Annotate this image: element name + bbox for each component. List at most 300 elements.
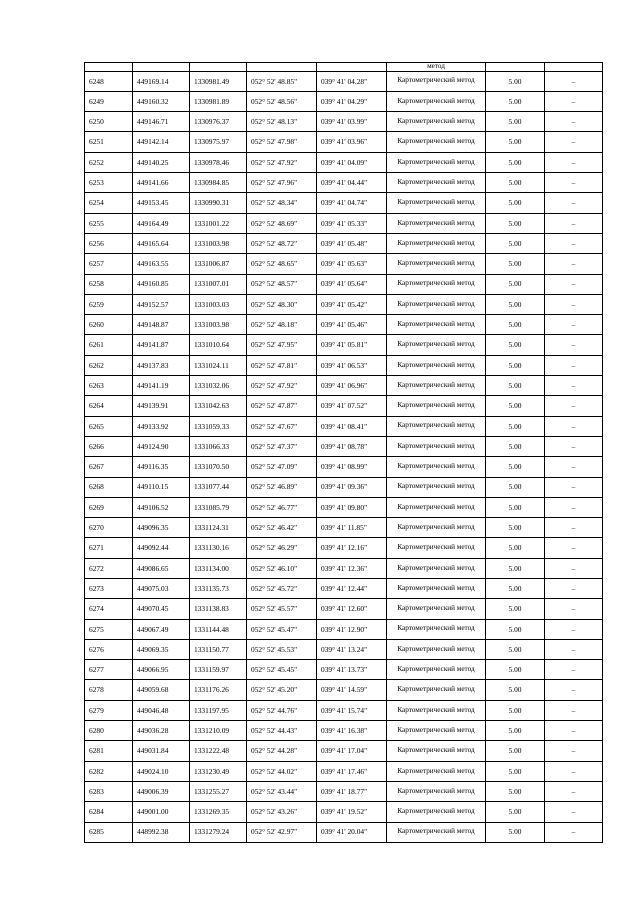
cell-latitude: 052° 52' 46.29" [247, 538, 317, 558]
cell-longitude: 039° 41' 04.74" [317, 193, 387, 213]
cell-point-number: 6278 [85, 680, 133, 700]
cell-longitude: 039° 41' 08.99" [317, 457, 387, 477]
cell-latitude: 052° 52' 48.85" [247, 71, 317, 91]
cell-latitude: 052° 52' 48.69" [247, 213, 317, 233]
cell-accuracy: 5.00 [486, 497, 545, 517]
cell-empty [190, 63, 247, 72]
cell-y-coordinate: 1331007.01 [190, 274, 247, 294]
cell-point-number: 6269 [85, 497, 133, 517]
cell-accuracy: 5.00 [486, 376, 545, 396]
cell-latitude: 052° 52' 47.98" [247, 132, 317, 152]
cell-y-coordinate: 1331144.48 [190, 619, 247, 639]
cell-x-coordinate: 448992.38 [133, 822, 190, 842]
cell-y-coordinate: 1331159.97 [190, 660, 247, 680]
cell-longitude: 039° 41' 20.04" [317, 822, 387, 842]
cell-accuracy: 5.00 [486, 518, 545, 538]
cell-point-number: 6275 [85, 619, 133, 639]
cell-longitude: 039° 41' 05.64" [317, 274, 387, 294]
cell-accuracy: 5.00 [486, 761, 545, 781]
cell-accuracy: 5.00 [486, 477, 545, 497]
cell-method: Картометрический метод [387, 660, 486, 680]
cell-accuracy: 5.00 [486, 213, 545, 233]
table-row [85, 416, 603, 436]
cell-x-coordinate: 449169.14 [133, 71, 190, 91]
cell-accuracy: 5.00 [486, 254, 545, 274]
cell-accuracy: 5.00 [486, 660, 545, 680]
cell-note: – [545, 761, 603, 781]
cell-point-number: 6268 [85, 477, 133, 497]
table-row [85, 477, 603, 497]
cell-note: – [545, 173, 603, 193]
cell-x-coordinate: 449086.65 [133, 558, 190, 578]
cell-method: Картометрический метод [387, 71, 486, 91]
cell-longitude: 039° 41' 19.52" [317, 802, 387, 822]
cell-accuracy: 5.00 [486, 558, 545, 578]
cell-y-coordinate: 1330976.37 [190, 112, 247, 132]
cell-y-coordinate: 1330978.46 [190, 152, 247, 172]
cell-y-coordinate: 1331066.33 [190, 436, 247, 456]
cell-latitude: 052° 52' 48.57" [247, 274, 317, 294]
cell-method: Картометрический метод [387, 416, 486, 436]
cell-y-coordinate: 1330984.85 [190, 173, 247, 193]
cell-latitude: 052° 52' 46.89" [247, 477, 317, 497]
cell-note: – [545, 315, 603, 335]
cell-point-number: 6267 [85, 457, 133, 477]
cell-y-coordinate: 1331279.24 [190, 822, 247, 842]
cell-accuracy: 5.00 [486, 91, 545, 111]
table-row [85, 660, 603, 680]
cell-latitude: 052° 52' 48.56" [247, 91, 317, 111]
cell-longitude: 039° 41' 11.85" [317, 518, 387, 538]
cell-point-number: 6283 [85, 781, 133, 801]
cell-note: – [545, 599, 603, 619]
cell-latitude: 052° 52' 48.30" [247, 294, 317, 314]
cell-x-coordinate: 449106.52 [133, 497, 190, 517]
table-row [85, 355, 603, 375]
cell-x-coordinate: 449046.48 [133, 700, 190, 720]
table-row [85, 680, 603, 700]
cell-point-number: 6251 [85, 132, 133, 152]
cell-x-coordinate: 449124.90 [133, 436, 190, 456]
cell-latitude: 052° 52' 45.53" [247, 639, 317, 659]
cell-method: Картометрический метод [387, 538, 486, 558]
cell-note: – [545, 700, 603, 720]
cell-note: – [545, 254, 603, 274]
cell-x-coordinate: 449141.87 [133, 335, 190, 355]
cell-accuracy: 5.00 [486, 700, 545, 720]
table-row-continuation [85, 63, 603, 72]
cell-y-coordinate: 1331010.64 [190, 335, 247, 355]
cell-accuracy: 5.00 [486, 619, 545, 639]
cell-latitude: 052° 52' 47.67" [247, 416, 317, 436]
cell-note: – [545, 639, 603, 659]
cell-y-coordinate: 1331032.06 [190, 376, 247, 396]
cell-latitude: 052° 52' 44.28" [247, 741, 317, 761]
cell-longitude: 039° 41' 06.96" [317, 376, 387, 396]
cell-method: Картометрический метод [387, 639, 486, 659]
cell-point-number: 6280 [85, 721, 133, 741]
cell-note: – [545, 497, 603, 517]
cell-latitude: 052° 52' 47.92" [247, 152, 317, 172]
cell-longitude: 039° 41' 09.80" [317, 497, 387, 517]
cell-note: – [545, 477, 603, 497]
cell-accuracy: 5.00 [486, 152, 545, 172]
cell-accuracy: 5.00 [486, 457, 545, 477]
table-row [85, 152, 603, 172]
cell-y-coordinate: 1330975.97 [190, 132, 247, 152]
cell-point-number: 6273 [85, 578, 133, 598]
table-row [85, 376, 603, 396]
cell-point-number: 6264 [85, 396, 133, 416]
cell-latitude: 052° 52' 42.97" [247, 822, 317, 842]
cell-longitude: 039° 41' 07.52" [317, 396, 387, 416]
cell-point-number: 6259 [85, 294, 133, 314]
cell-note: – [545, 152, 603, 172]
cell-longitude: 039° 41' 12.90" [317, 619, 387, 639]
cell-x-coordinate: 449067.49 [133, 619, 190, 639]
cell-longitude: 039° 41' 09.36" [317, 477, 387, 497]
cell-note: – [545, 538, 603, 558]
cell-point-number: 6279 [85, 700, 133, 720]
cell-x-coordinate: 449059.68 [133, 680, 190, 700]
cell-accuracy: 5.00 [486, 822, 545, 842]
cell-point-number: 6256 [85, 233, 133, 253]
cell-latitude: 052° 52' 47.09" [247, 457, 317, 477]
table-row [85, 802, 603, 822]
cell-longitude: 039° 41' 05.42" [317, 294, 387, 314]
cell-accuracy: 5.00 [486, 132, 545, 152]
cell-method: Картометрический метод [387, 822, 486, 842]
cell-method: Картометрический метод [387, 112, 486, 132]
cell-latitude: 052° 52' 47.95" [247, 335, 317, 355]
cell-y-coordinate: 1331230.49 [190, 761, 247, 781]
cell-point-number: 6284 [85, 802, 133, 822]
cell-note: – [545, 660, 603, 680]
cell-accuracy: 5.00 [486, 416, 545, 436]
cell-y-coordinate: 1331138.83 [190, 599, 247, 619]
table-row [85, 721, 603, 741]
cell-method-continuation: метод [387, 63, 486, 72]
cell-note: – [545, 376, 603, 396]
cell-note: – [545, 294, 603, 314]
cell-longitude: 039° 41' 14.59" [317, 680, 387, 700]
table-row [85, 497, 603, 517]
cell-method: Картометрический метод [387, 477, 486, 497]
cell-y-coordinate: 1331134.00 [190, 558, 247, 578]
cell-x-coordinate: 449006.39 [133, 781, 190, 801]
cell-y-coordinate: 1331024.11 [190, 355, 247, 375]
table-row [85, 578, 603, 598]
cell-accuracy: 5.00 [486, 355, 545, 375]
cell-accuracy: 5.00 [486, 599, 545, 619]
cell-longitude: 039° 41' 15.74" [317, 700, 387, 720]
cell-x-coordinate: 449066.95 [133, 660, 190, 680]
cell-point-number: 6281 [85, 741, 133, 761]
cell-note: – [545, 619, 603, 639]
cell-point-number: 6260 [85, 315, 133, 335]
cell-method: Картометрический метод [387, 802, 486, 822]
cell-y-coordinate: 1331130.16 [190, 538, 247, 558]
cell-accuracy: 5.00 [486, 578, 545, 598]
cell-note: – [545, 335, 603, 355]
cell-empty [133, 63, 190, 72]
cell-y-coordinate: 1331003.98 [190, 315, 247, 335]
table-row [85, 132, 603, 152]
cell-empty [486, 63, 545, 72]
cell-note: – [545, 274, 603, 294]
cell-method: Картометрический метод [387, 355, 486, 375]
cell-x-coordinate: 449152.57 [133, 294, 190, 314]
cell-longitude: 039° 41' 04.09" [317, 152, 387, 172]
cell-note: – [545, 518, 603, 538]
cell-accuracy: 5.00 [486, 71, 545, 91]
cell-latitude: 052° 52' 43.26" [247, 802, 317, 822]
cell-point-number: 6254 [85, 193, 133, 213]
cell-method: Картометрический метод [387, 152, 486, 172]
cell-x-coordinate: 449137.83 [133, 355, 190, 375]
cell-y-coordinate: 1330981.49 [190, 71, 247, 91]
cell-point-number: 6252 [85, 152, 133, 172]
cell-note: – [545, 680, 603, 700]
cell-accuracy: 5.00 [486, 335, 545, 355]
cell-point-number: 6262 [85, 355, 133, 375]
cell-x-coordinate: 449163.55 [133, 254, 190, 274]
cell-y-coordinate: 1331003.03 [190, 294, 247, 314]
cell-y-coordinate: 1330981.89 [190, 91, 247, 111]
table-row [85, 741, 603, 761]
cell-method: Картометрический метод [387, 781, 486, 801]
cell-longitude: 039° 41' 05.48" [317, 233, 387, 253]
cell-method: Картометрический метод [387, 680, 486, 700]
cell-latitude: 052° 52' 47.92" [247, 376, 317, 396]
cell-accuracy: 5.00 [486, 173, 545, 193]
cell-method: Картометрический метод [387, 436, 486, 456]
table-row [85, 781, 603, 801]
cell-longitude: 039° 41' 04.44" [317, 173, 387, 193]
table-row [85, 457, 603, 477]
table-row [85, 518, 603, 538]
cell-point-number: 6258 [85, 274, 133, 294]
cell-latitude: 052° 52' 48.18" [247, 315, 317, 335]
cell-note: – [545, 132, 603, 152]
cell-longitude: 039° 41' 12.60" [317, 599, 387, 619]
cell-y-coordinate: 1330990.31 [190, 193, 247, 213]
cell-method: Картометрический метод [387, 91, 486, 111]
cell-latitude: 052° 52' 45.20" [247, 680, 317, 700]
cell-y-coordinate: 1331124.31 [190, 518, 247, 538]
cell-x-coordinate: 449160.32 [133, 91, 190, 111]
cell-latitude: 052° 52' 47.81" [247, 355, 317, 375]
cell-accuracy: 5.00 [486, 538, 545, 558]
cell-method: Картометрический метод [387, 294, 486, 314]
cell-accuracy: 5.00 [486, 112, 545, 132]
cell-method: Картометрический метод [387, 396, 486, 416]
cell-accuracy: 5.00 [486, 781, 545, 801]
cell-method: Картометрический метод [387, 700, 486, 720]
cell-latitude: 052° 52' 45.45" [247, 660, 317, 680]
cell-y-coordinate: 1331197.95 [190, 700, 247, 720]
cell-point-number: 6274 [85, 599, 133, 619]
cell-method: Картометрический метод [387, 254, 486, 274]
cell-latitude: 052° 52' 48.13" [247, 112, 317, 132]
table-row [85, 233, 603, 253]
cell-x-coordinate: 449165.64 [133, 233, 190, 253]
cell-latitude: 052° 52' 45.72" [247, 578, 317, 598]
cell-accuracy: 5.00 [486, 680, 545, 700]
cell-note: – [545, 457, 603, 477]
cell-note: – [545, 71, 603, 91]
table-row [85, 91, 603, 111]
cell-note: – [545, 112, 603, 132]
cell-accuracy: 5.00 [486, 802, 545, 822]
cell-method: Картометрический метод [387, 233, 486, 253]
table-row [85, 193, 603, 213]
cell-longitude: 039° 41' 18.77" [317, 781, 387, 801]
cell-x-coordinate: 449110.15 [133, 477, 190, 497]
cell-accuracy: 5.00 [486, 274, 545, 294]
cell-note: – [545, 193, 603, 213]
cell-x-coordinate: 449153.45 [133, 193, 190, 213]
cell-x-coordinate: 449164.49 [133, 213, 190, 233]
cell-point-number: 6253 [85, 173, 133, 193]
cell-x-coordinate: 449160.85 [133, 274, 190, 294]
cell-x-coordinate: 449031.84 [133, 741, 190, 761]
cell-longitude: 039° 41' 12.36" [317, 558, 387, 578]
cell-note: – [545, 233, 603, 253]
cell-method: Картометрический метод [387, 721, 486, 741]
table-row [85, 436, 603, 456]
cell-y-coordinate: 1331001.22 [190, 213, 247, 233]
cell-longitude: 039° 41' 05.63" [317, 254, 387, 274]
cell-latitude: 052° 52' 45.57" [247, 599, 317, 619]
cell-y-coordinate: 1331255.27 [190, 781, 247, 801]
table-row [85, 294, 603, 314]
cell-x-coordinate: 449141.19 [133, 376, 190, 396]
cell-x-coordinate: 449116.35 [133, 457, 190, 477]
cell-latitude: 052° 52' 48.72" [247, 233, 317, 253]
cell-note: – [545, 91, 603, 111]
cell-method: Картометрический метод [387, 497, 486, 517]
table-row [85, 538, 603, 558]
cell-x-coordinate: 449070.45 [133, 599, 190, 619]
cell-y-coordinate: 1331269.35 [190, 802, 247, 822]
cell-latitude: 052° 52' 47.96" [247, 173, 317, 193]
cell-longitude: 039° 41' 08.78" [317, 436, 387, 456]
cell-point-number: 6266 [85, 436, 133, 456]
cell-longitude: 039° 41' 17.04" [317, 741, 387, 761]
table-row [85, 173, 603, 193]
table-row [85, 761, 603, 781]
cell-latitude: 052° 52' 46.77" [247, 497, 317, 517]
cell-y-coordinate: 1331006.87 [190, 254, 247, 274]
cell-y-coordinate: 1331210.09 [190, 721, 247, 741]
cell-note: – [545, 822, 603, 842]
cell-accuracy: 5.00 [486, 315, 545, 335]
cell-x-coordinate: 449036.28 [133, 721, 190, 741]
cell-longitude: 039° 41' 13.73" [317, 660, 387, 680]
cell-note: – [545, 781, 603, 801]
cell-latitude: 052° 52' 47.37" [247, 436, 317, 456]
cell-latitude: 052° 52' 43.44" [247, 781, 317, 801]
cell-method: Картометрический метод [387, 132, 486, 152]
cell-x-coordinate: 449148.87 [133, 315, 190, 335]
cell-y-coordinate: 1331222.48 [190, 741, 247, 761]
cell-note: – [545, 436, 603, 456]
table-row [85, 396, 603, 416]
table-row [85, 700, 603, 720]
cell-y-coordinate: 1331059.33 [190, 416, 247, 436]
cell-y-coordinate: 1331070.50 [190, 457, 247, 477]
cell-x-coordinate: 449075.03 [133, 578, 190, 598]
cell-method: Картометрический метод [387, 558, 486, 578]
cell-empty [85, 63, 133, 72]
cell-accuracy: 5.00 [486, 193, 545, 213]
table-row [85, 558, 603, 578]
cell-accuracy: 5.00 [486, 639, 545, 659]
cell-latitude: 052° 52' 46.42" [247, 518, 317, 538]
cell-y-coordinate: 1331176.26 [190, 680, 247, 700]
cell-longitude: 039° 41' 12.16" [317, 538, 387, 558]
cell-method: Картометрический метод [387, 193, 486, 213]
coordinates-table [84, 62, 603, 843]
cell-point-number: 6249 [85, 91, 133, 111]
cell-point-number: 6265 [85, 416, 133, 436]
cell-latitude: 052° 52' 46.10" [247, 558, 317, 578]
table-row [85, 254, 603, 274]
table-row [85, 274, 603, 294]
cell-note: – [545, 396, 603, 416]
cell-note: – [545, 741, 603, 761]
cell-longitude: 039° 41' 08.41" [317, 416, 387, 436]
cell-x-coordinate: 449140.25 [133, 152, 190, 172]
cell-method: Картометрический метод [387, 335, 486, 355]
cell-x-coordinate: 449139.91 [133, 396, 190, 416]
cell-y-coordinate: 1331003.98 [190, 233, 247, 253]
cell-latitude: 052° 52' 45.47" [247, 619, 317, 639]
cell-longitude: 039° 41' 16.38" [317, 721, 387, 741]
cell-longitude: 039° 41' 03.96" [317, 132, 387, 152]
cell-method: Картометрический метод [387, 761, 486, 781]
cell-x-coordinate: 449141.66 [133, 173, 190, 193]
cell-y-coordinate: 1331150.77 [190, 639, 247, 659]
cell-note: – [545, 213, 603, 233]
cell-note: – [545, 802, 603, 822]
cell-empty [545, 63, 603, 72]
cell-x-coordinate: 449146.71 [133, 112, 190, 132]
cell-point-number: 6285 [85, 822, 133, 842]
cell-point-number: 6272 [85, 558, 133, 578]
cell-longitude: 039° 41' 04.29" [317, 91, 387, 111]
cell-latitude: 052° 52' 44.02" [247, 761, 317, 781]
table-row [85, 112, 603, 132]
cell-accuracy: 5.00 [486, 721, 545, 741]
cell-x-coordinate: 449133.92 [133, 416, 190, 436]
cell-point-number: 6276 [85, 639, 133, 659]
cell-x-coordinate: 449024.10 [133, 761, 190, 781]
cell-accuracy: 5.00 [486, 294, 545, 314]
cell-method: Картометрический метод [387, 741, 486, 761]
cell-note: – [545, 558, 603, 578]
table-row [85, 822, 603, 842]
cell-point-number: 6270 [85, 518, 133, 538]
cell-method: Картометрический метод [387, 315, 486, 335]
cell-point-number: 6277 [85, 660, 133, 680]
cell-point-number: 6282 [85, 761, 133, 781]
cell-point-number: 6263 [85, 376, 133, 396]
cell-y-coordinate: 1331042.63 [190, 396, 247, 416]
cell-latitude: 052° 52' 47.87" [247, 396, 317, 416]
table-body [85, 63, 603, 843]
